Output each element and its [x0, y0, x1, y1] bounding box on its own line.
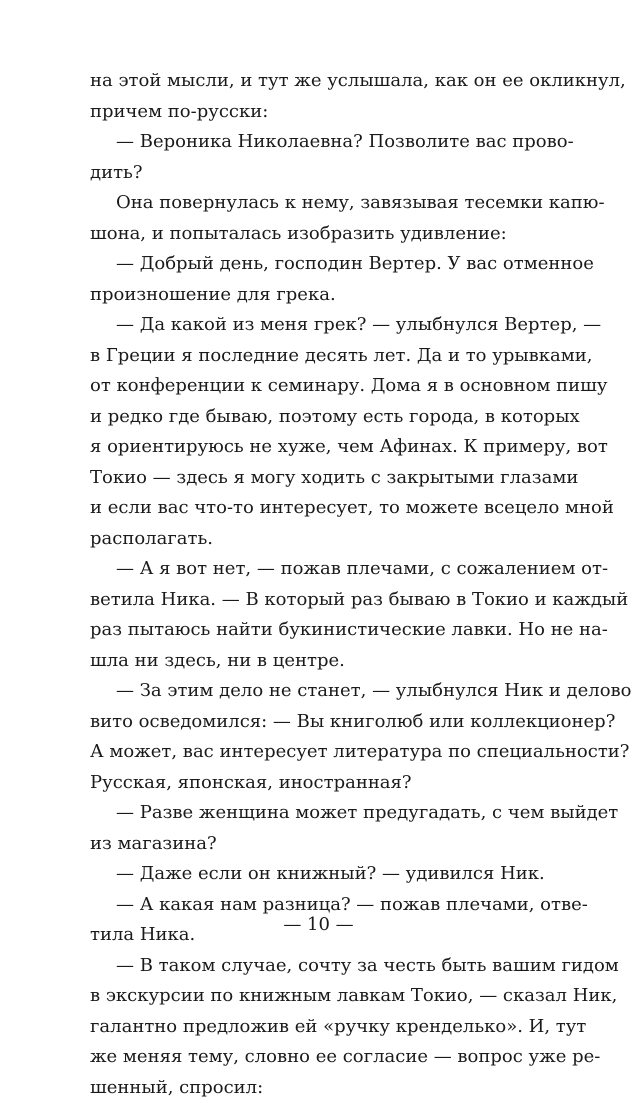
text-line: вито осведомился: — Вы книголюб или коллекционер? — [90, 707, 548, 738]
page-number: — 10 — — [0, 914, 637, 935]
text-line: и если вас что-то интересует, то можете всецело мной — [90, 493, 548, 524]
text-line: — Вероника Николаевна? Позволите вас прово- — [90, 127, 548, 158]
text-line: — А я вот нет, — пожав плечами, с сожалением от- — [90, 554, 548, 585]
text-line: из магазина? — [90, 829, 548, 860]
text-line: в экскурсии по книжным лавкам Токио, — сказал Ник, — [90, 981, 548, 1012]
text-line: — А какая нам разница? — пожав плечами, отве- — [90, 890, 548, 921]
text-line: в Греции я последние десять лет. Да и то урывками, — [90, 341, 548, 372]
text-line: А может, вас интересует литература по специальности? — [90, 737, 548, 768]
text-line: — Да какой из меня грек? — улыбнулся Вертер, — — [90, 310, 548, 341]
text-line: причем по-русски: — [90, 97, 548, 128]
text-line: тила Ника. — [90, 920, 548, 951]
text-line: же меняя тему, словно ее согласие — вопрос уже ре- — [90, 1042, 548, 1073]
text-line: дить? — [90, 158, 548, 189]
text-line: — Даже если он книжный? — удивился Ник. — [90, 859, 548, 890]
text-line: Токио — здесь я могу ходить с закрытыми глазами — [90, 463, 548, 494]
text-line: я ориентируюсь не хуже, чем Афинах. К примеру, вот — [90, 432, 548, 463]
text-line: от конференции к семинару. Дома я в основном пишу — [90, 371, 548, 402]
text-line: галантно предложив ей «ручку кренделько». И, тут — [90, 1012, 548, 1043]
text-line: шона, и попыталась изобразить удивление: — [90, 219, 548, 250]
text-line: — За этим дело не станет, — улыбнулся Ник и делово — [90, 676, 548, 707]
text-line: — Разве женщина может предугадать, с чем выйдет — [90, 798, 548, 829]
text-line: Русская, японская, иностранная? — [90, 768, 548, 799]
text-line: шла ни здесь, ни в центре. — [90, 646, 548, 677]
text-line: ветила Ника. — В который раз бываю в Токио и каждый — [90, 585, 548, 616]
text-line: шенный, спросил: — [90, 1073, 548, 1103]
text-line: — В таком случае, сочту за честь быть вашим гидом — [90, 951, 548, 982]
text-line: — Добрый день, господин Вертер. У вас отменное — [90, 249, 548, 280]
text-line: располагать. — [90, 524, 548, 555]
text-line: произношение для грека. — [90, 280, 548, 311]
text-line: на этой мысли, и тут же услышала, как он ее окликнул, — [90, 66, 548, 97]
text-line: Она повернулась к нему, завязывая тесемки капю- — [90, 188, 548, 219]
text-line: и редко где бываю, поэтому есть города, в которых — [90, 402, 548, 433]
text-line: раз пытаюсь найти букинистические лавки. Но не на- — [90, 615, 548, 646]
body-text — [90, 66, 548, 1103]
